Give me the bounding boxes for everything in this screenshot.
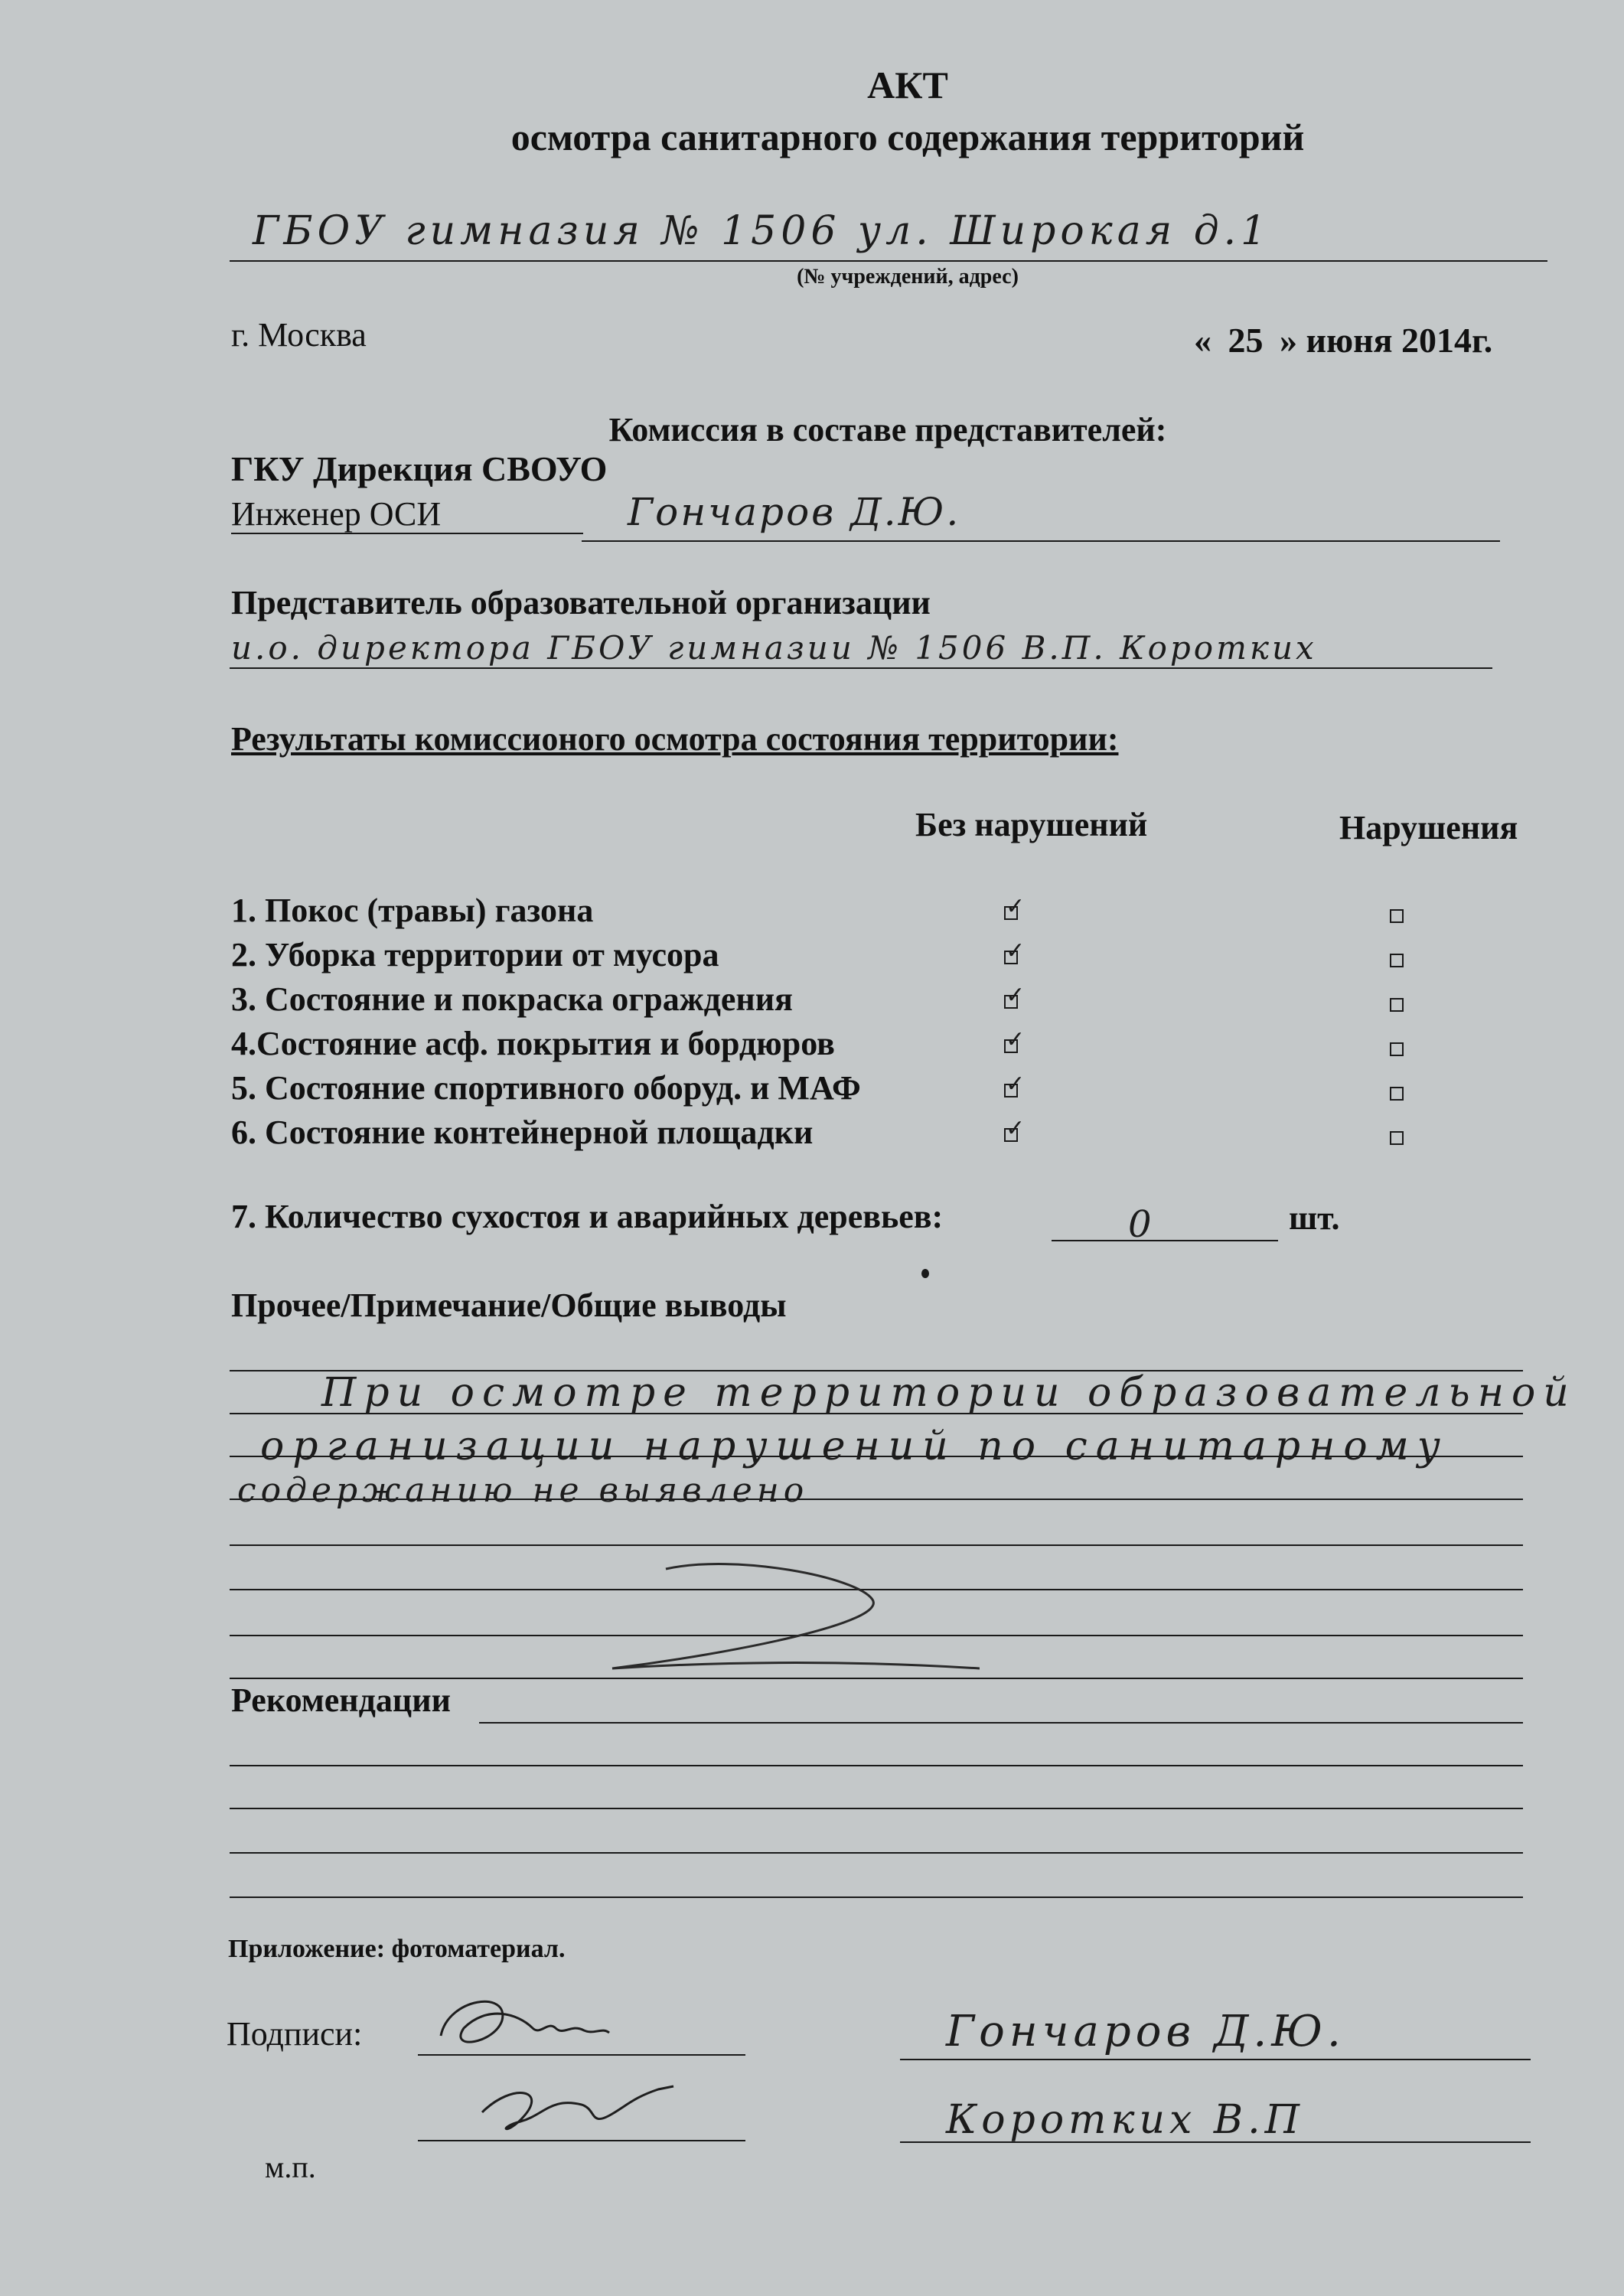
signatures-label: Подписи: xyxy=(227,2015,363,2053)
document-title: АКТ xyxy=(867,64,948,106)
check-mark-icon: ✓ xyxy=(1006,1115,1026,1142)
checkbox-violation-2[interactable] xyxy=(1390,954,1404,967)
checkbox-ok-1[interactable] xyxy=(1004,893,1026,920)
column-header-violations: Нарушения xyxy=(1339,809,1518,846)
signature-line-2 xyxy=(418,2140,745,2141)
checklist-item-5: 5. Состояние спортивного оборуд. и МАФ xyxy=(231,1069,861,1107)
check-mark-icon: ✓ xyxy=(1006,1026,1026,1053)
checklist-item-6: 6. Состояние контейнерной площадки xyxy=(231,1114,814,1151)
notes-handwritten-line-3: содержанию не выявлено xyxy=(237,1471,809,1510)
check-mark-icon: ✓ xyxy=(1006,982,1026,1009)
check-mark-icon: ✓ xyxy=(1006,938,1026,964)
trees-label: 7. Количество сухостоя и аварийных деревьев: xyxy=(231,1198,944,1235)
checkbox-violation-1[interactable] xyxy=(1390,909,1404,923)
engineer-label: Инженер ОСИ xyxy=(231,495,442,533)
engineer-line xyxy=(582,540,1500,542)
check-mark-icon: ✓ xyxy=(1006,1071,1026,1097)
checklist-item-4: 4.Состояние асф. покрытия и бордюров xyxy=(231,1025,835,1062)
signature-name-2: Коротких В.П xyxy=(946,2097,1304,2143)
recommendations-label: Рекомендации xyxy=(231,1681,451,1719)
ink-dot xyxy=(921,1269,929,1278)
document-subtitle: осмотра санитарного содержания территорий xyxy=(510,116,1305,158)
checkbox-violation-4[interactable] xyxy=(1390,1042,1404,1056)
recommendations-line xyxy=(230,1808,1523,1809)
results-heading: Результаты комиссионого осмотра состояния территории: xyxy=(231,720,1119,758)
institution-line xyxy=(230,260,1547,262)
column-header-ok: Без нарушений xyxy=(915,806,1148,843)
date-month-year: июня 2014г. xyxy=(1306,321,1493,360)
engineer-name-handwritten: Гончаров Д.Ю. xyxy=(628,490,961,534)
signature-line-1 xyxy=(418,2054,745,2056)
signature-name-1: Гончаров Д.Ю. xyxy=(946,2007,1345,2056)
date-day: 25 xyxy=(1228,321,1264,360)
recommendations-line xyxy=(230,1765,1523,1766)
checkbox-ok-5[interactable] xyxy=(1004,1071,1026,1097)
check-mark-icon: ✓ xyxy=(1006,893,1026,920)
representative-label: Представитель образовательной организации xyxy=(231,584,931,621)
checkbox-violation-6[interactable] xyxy=(1390,1131,1404,1145)
checklist-item-1: 1. Покос (травы) газона xyxy=(231,892,594,929)
stamp-place: м.п. xyxy=(265,2150,316,2184)
notes-handwritten-line-1: При осмотре территории образовательной xyxy=(321,1370,1577,1416)
representative-handwritten: и.о. директора ГБОУ гимназии № 1506 В.П. Коротких xyxy=(231,629,1317,667)
checkbox-ok-6[interactable] xyxy=(1004,1115,1026,1142)
commission-heading: Комиссия в составе представителей: xyxy=(608,411,1167,448)
signature-2 xyxy=(467,2066,696,2151)
notes-handwritten-line-2: организации нарушений по санитарному xyxy=(260,1424,1449,1469)
checkbox-ok-3[interactable] xyxy=(1004,982,1026,1009)
signature-name-line-1 xyxy=(900,2059,1531,2060)
institution-caption: (№ учреждений, адрес) xyxy=(797,265,1019,289)
signature-name-line-2 xyxy=(900,2141,1531,2143)
engineer-line-short xyxy=(231,533,583,534)
trees-count-handwritten: 0 xyxy=(1128,1203,1154,1246)
commission-org: ГКУ Дирекция СВОУО xyxy=(231,449,608,488)
checkbox-ok-2[interactable] xyxy=(1004,938,1026,964)
date-open-quote: « xyxy=(1194,321,1211,360)
checkbox-ok-4[interactable] xyxy=(1004,1026,1026,1053)
recommendations-line xyxy=(479,1722,1523,1724)
checkbox-violation-3[interactable] xyxy=(1390,998,1404,1012)
date-close-quote: » xyxy=(1280,321,1297,360)
z-strikeout-mark xyxy=(582,1546,980,1684)
city-label: г. Москва xyxy=(231,316,367,354)
recommendations-line xyxy=(230,1852,1523,1854)
institution-handwritten: ГБОУ гимназия № 1506 ул. Широкая д.1 xyxy=(253,208,1271,254)
notes-heading: Прочее/Примечание/Общие выводы xyxy=(231,1287,787,1324)
checkbox-violation-5[interactable] xyxy=(1390,1087,1404,1101)
trees-line xyxy=(1052,1240,1278,1241)
trees-unit: шт. xyxy=(1289,1199,1340,1237)
representative-line xyxy=(230,667,1492,669)
document-date xyxy=(1194,320,1492,360)
recommendations-line xyxy=(230,1896,1523,1898)
checklist-item-3: 3. Состояние и покраска ограждения xyxy=(231,980,793,1018)
attachment-note: Приложение: фотоматериал. xyxy=(228,1935,566,1963)
checklist-item-2: 2. Уборка территории от мусора xyxy=(231,936,719,974)
